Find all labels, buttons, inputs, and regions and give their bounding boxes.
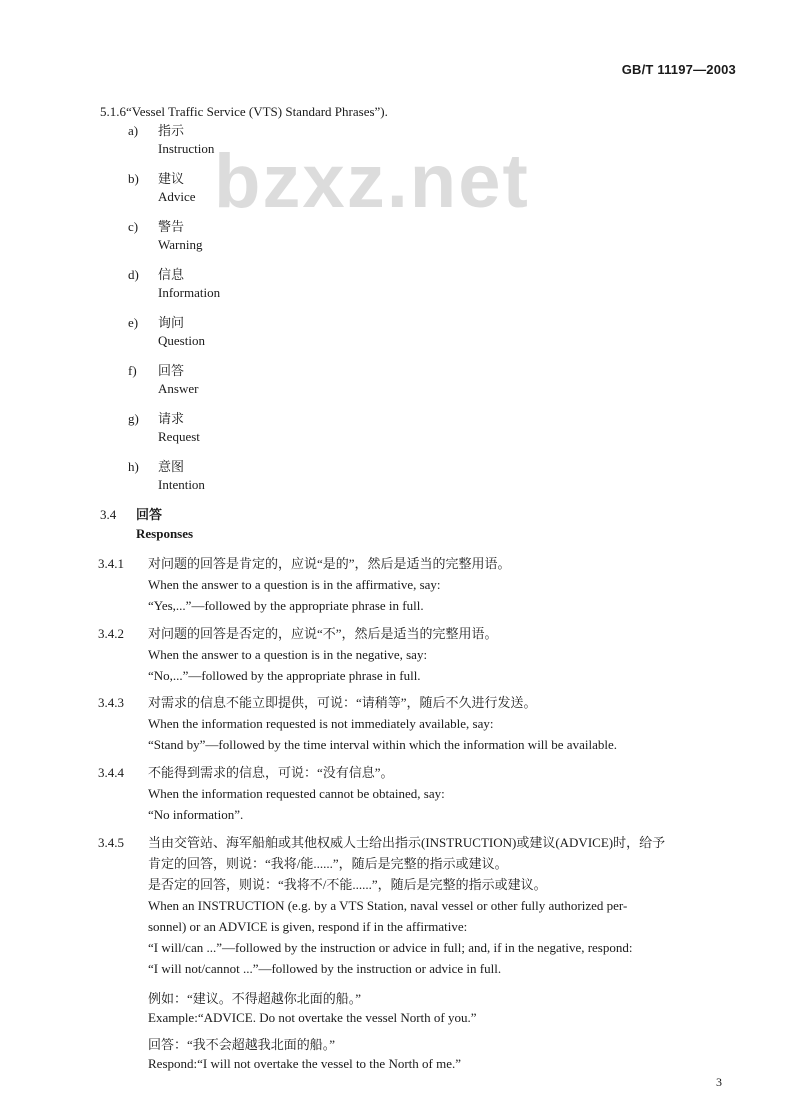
clause-line: 不能得到需求的信息，可说：“没有信息”。	[148, 765, 394, 780]
clause-line: 肯定的回答，则说：“我将/能......”，随后是完整的指示或建议。	[148, 856, 508, 871]
clause-number: 3.4.2	[98, 626, 124, 641]
section-title-zh: 回答	[136, 507, 163, 522]
item-label: a)	[128, 123, 139, 138]
respond-zh: 回答：“我不会超越我北面的船。”	[148, 1037, 336, 1052]
clause-3-4-1	[98, 553, 748, 616]
clause-line: When the information requested is not immediately available, say:	[148, 716, 494, 731]
page-number: 3	[716, 1075, 722, 1089]
example-en: Example:“ADVICE. Do not overtake the vessel North of you.”	[148, 1010, 477, 1025]
item-zh: 询问	[158, 315, 185, 330]
clause-line: 对需求的信息不能立即提供，可说：“请稍等”，随后不久进行发送。	[148, 695, 537, 710]
clause-3-4-2	[98, 623, 748, 686]
item-en: Intention	[158, 477, 205, 492]
clause-number: 3.4.3	[98, 695, 124, 710]
item-en: Instruction	[158, 141, 215, 156]
clause-line: 当由交管站、海军船舶或其他权威人士给出指示(INSTRUCTION)或建议(ADVICE)时，给予	[148, 835, 666, 850]
item-label: b)	[128, 171, 139, 186]
item-zh: 警告	[158, 219, 185, 234]
clause-number: 3.4.4	[98, 765, 124, 780]
item-label: f)	[128, 363, 137, 378]
clause-line: 对问题的回答是否定的，应说“不”，然后是适当的完整用语。	[148, 626, 498, 641]
clause-line: sonnel) or an ADVICE is given, respond if in the affirmative:	[148, 919, 468, 934]
clause-3-4-4	[98, 762, 748, 825]
item-en: Warning	[158, 237, 203, 252]
item-zh: 回答	[158, 363, 185, 378]
clause-line: When the answer to a question is in the negative, say:	[148, 647, 428, 662]
clause-number: 3.4.1	[98, 556, 124, 571]
item-label: g)	[128, 411, 139, 426]
item-label: h)	[128, 459, 139, 474]
item-zh: 意图	[158, 459, 185, 474]
clause-line: 是否定的回答，则说：“我将不/不能......”，随后是完整的指示或建议。	[148, 877, 547, 892]
section-title-en: Responses	[136, 526, 194, 541]
respond-en: Respond:“I will not overtake the vessel to the North of me.”	[148, 1056, 462, 1071]
item-en: Question	[158, 333, 205, 348]
example-block	[148, 989, 477, 1027]
item-zh: 指示	[158, 123, 185, 138]
item-en: Request	[158, 429, 200, 444]
clause-number: 3.4.5	[98, 835, 124, 850]
standard-code: GB/T 11197—2003	[621, 62, 736, 77]
clause-line: “No,...”—followed by the appropriate phrase in full.	[148, 668, 421, 683]
clause-line: When an INSTRUCTION (e.g. by a VTS Station, naval vessel or other fully authorized per-	[148, 898, 628, 913]
clause-line: “No information”.	[148, 807, 244, 822]
item-label: c)	[128, 219, 139, 234]
clause-line: “Stand by”—followed by the time interval within which the information will be available.	[148, 737, 617, 752]
clause-line: When the answer to a question is in the affirmative, say:	[148, 577, 441, 592]
clause-line: 对问题的回答是肯定的，应说“是的”，然后是适当的完整用语。	[148, 556, 511, 571]
intro-line: 5.1.6“Vessel Traffic Service (VTS) Standard Phrases”).	[100, 104, 388, 119]
item-zh: 建议	[158, 171, 185, 186]
watermark-text: bzxz.net	[214, 139, 530, 224]
item-en: Information	[158, 285, 221, 300]
clause-line: When the information requested cannot be obtained, say:	[148, 786, 445, 801]
example-zh: 例如：“建议。不得超越你北面的船。”	[148, 991, 362, 1006]
item-zh: 信息	[158, 267, 185, 282]
item-label: d)	[128, 267, 139, 282]
clause-3-4-5	[98, 832, 748, 979]
item-zh: 请求	[158, 411, 185, 426]
clause-3-4-3	[98, 692, 748, 755]
clause-line: “Yes,...”—followed by the appropriate phrase in full.	[148, 598, 424, 613]
clause-line: “I will not/cannot ...”—followed by the instruction or advice in full.	[148, 961, 502, 976]
section-number: 3.4	[100, 507, 117, 522]
respond-block	[148, 1035, 461, 1073]
clause-line: “I will/can ...”—followed by the instruction or advice in full; and, if in the negative, respond:	[148, 940, 633, 955]
item-label: e)	[128, 315, 139, 330]
item-en: Answer	[158, 381, 199, 396]
item-en: Advice	[158, 189, 196, 204]
